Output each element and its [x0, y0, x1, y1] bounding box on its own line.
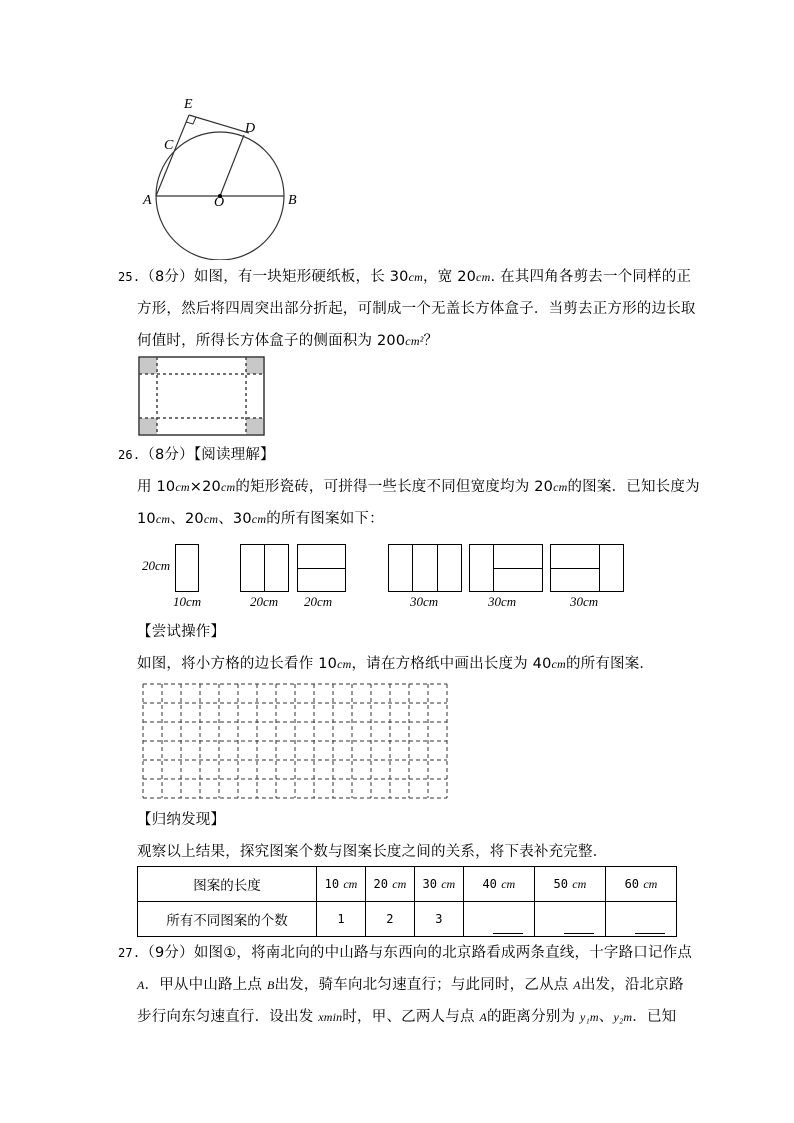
caption-height-20cm: 20cm	[142, 558, 171, 573]
circle-geometry-figure	[130, 90, 310, 260]
var: A	[479, 1010, 487, 1024]
q25-text-1: 如图，有一块矩形硬纸板，长 30	[193, 269, 409, 285]
label-A: A	[143, 193, 152, 208]
var: y₁m	[580, 1010, 599, 1024]
unit: cm	[476, 270, 491, 284]
label-B: B	[288, 193, 297, 208]
pattern-30cm-c	[550, 544, 624, 592]
label-D: D	[245, 121, 256, 136]
q27-text: 的距离分别为	[487, 1009, 581, 1025]
q26-score: （8分）	[140, 447, 194, 463]
divider	[551, 568, 599, 569]
length-cell: 60 cm	[605, 867, 676, 902]
q26-text: 、30	[218, 511, 252, 527]
section-induce: 【归纳发现】	[137, 812, 226, 828]
length-cell: 30 cm	[414, 867, 463, 902]
count-cell: 2	[365, 902, 414, 937]
q27-text: ．甲从中山路上点	[144, 977, 267, 993]
unit: cm	[551, 657, 566, 671]
answer-blank-60[interactable]	[605, 902, 676, 937]
length-cell: 10 cm	[317, 867, 366, 902]
cardboard-figure	[138, 356, 266, 438]
unit: cm	[408, 270, 423, 284]
q25-line1	[118, 267, 691, 287]
q26-text: 的图案．已知长度为	[567, 479, 700, 495]
q25-text-1b: ，宽 20	[422, 269, 477, 285]
q26-line2	[137, 509, 384, 529]
q25-score: （8分）	[140, 269, 194, 285]
dashed-grid-paper[interactable]	[142, 683, 448, 801]
try-text: 如图，将小方格的边长看作 10	[137, 656, 338, 672]
table-row	[138, 867, 677, 902]
length-cell: 20 cm	[365, 867, 414, 902]
q26-line1	[137, 477, 700, 497]
q27-line1	[118, 943, 692, 963]
label-C: C	[164, 138, 174, 153]
var: y₂m	[613, 1010, 633, 1024]
q27-line3	[137, 1007, 676, 1027]
var: xmin	[318, 1010, 343, 1024]
q25-text-3: 何值时，所得长方体盒子的侧面积为 200	[137, 333, 406, 349]
q26-text: 、20	[170, 511, 204, 527]
q27-number: 27.	[118, 946, 141, 960]
divider	[264, 545, 265, 591]
unit: cm²	[405, 334, 424, 348]
length-cell: 40 cm	[463, 867, 534, 902]
count-cell: 3	[414, 902, 463, 937]
q27-text: 如图①，将南北向的中山路与东西向的北京路看成两条直线，十字路口记作点	[193, 945, 693, 961]
q26-text: 用 10	[137, 479, 176, 495]
q25-text-3-end: ？	[423, 333, 439, 349]
q27-text: 出发，沿北京路	[580, 977, 684, 993]
q25-text-1c: . 在其四角各剪去一个同样的正	[490, 269, 692, 285]
induce-text: 观察以上结果，探究图案个数与图案长度之间的关系，将下表补充完整．	[137, 844, 608, 860]
q26-text: 的矩形瓷砖，可拼得一些长度不同但宽度均为 20	[235, 479, 554, 495]
pattern-count-table	[137, 866, 677, 937]
unit: cm	[251, 512, 267, 526]
q26-text: 10	[137, 511, 156, 527]
length-cell: 50 cm	[534, 867, 605, 902]
q27-line2	[137, 975, 684, 995]
section-read: 【阅读理解】	[193, 447, 275, 463]
pattern-20cm-horizontal	[297, 544, 346, 592]
q27-text: 出发，骑车向北匀速直行；与此同时，乙从点	[274, 977, 574, 993]
divider	[437, 545, 438, 591]
caption-10cm: 10cm	[173, 594, 202, 609]
row-header-count: 所有不同图案的个数	[138, 902, 317, 937]
table-row	[138, 902, 677, 937]
q27-text: 、	[598, 1009, 614, 1025]
caption-30cm-a: 30cm	[410, 594, 439, 609]
var: B	[266, 978, 275, 992]
divider	[412, 545, 413, 591]
section-try: 【尝试操作】	[137, 624, 226, 640]
divider	[494, 568, 542, 569]
answer-blank-50[interactable]	[534, 902, 605, 937]
pattern-30cm-a	[388, 544, 462, 592]
pattern-20cm-vertical	[240, 544, 289, 592]
var: A	[137, 978, 145, 992]
q26-text: 的所有图案如下：	[266, 511, 384, 527]
caption-30cm-b: 30cm	[488, 594, 517, 609]
divider	[298, 568, 345, 569]
unit: cm	[203, 512, 219, 526]
q25-number: 25.	[118, 270, 141, 284]
q25-line3	[137, 331, 438, 351]
q26-text: ×20	[189, 479, 221, 495]
pattern-30cm-b	[469, 544, 543, 592]
q27-text: 步行向东匀速直行．设出发	[137, 1009, 319, 1025]
divider	[599, 545, 600, 591]
label-E: E	[184, 97, 193, 112]
caption-30cm-c: 30cm	[570, 594, 599, 609]
try-text: 的所有图案．	[565, 656, 655, 672]
pattern-10cm	[175, 544, 199, 592]
label-O: O	[214, 195, 225, 210]
unit: cm	[220, 480, 236, 494]
q26-number: 26.	[118, 448, 141, 462]
var: A	[573, 978, 581, 992]
q26-line0	[118, 445, 275, 465]
unit: cm	[155, 512, 171, 526]
caption-20cm-a: 20cm	[250, 594, 279, 609]
q27-score: （9分）	[140, 945, 194, 961]
unit: cm	[175, 480, 190, 494]
q27-text: 时，甲、乙两人与点	[342, 1009, 480, 1025]
try-instruction	[137, 654, 654, 674]
try-text: ，请在方格纸中画出长度为 40	[351, 656, 552, 672]
q27-text: ．已知	[632, 1009, 677, 1025]
unit: cm	[553, 480, 568, 494]
answer-blank-40[interactable]	[463, 902, 534, 937]
q25-line2: 方形，然后将四周突出部分折起，可制成一个无盖长方体盒子．当剪去正方形的边长取	[137, 301, 696, 317]
count-cell: 1	[317, 902, 366, 937]
unit: cm	[337, 657, 352, 671]
caption-20cm-b: 20cm	[304, 594, 333, 609]
row-header-length: 图案的长度	[138, 867, 317, 902]
